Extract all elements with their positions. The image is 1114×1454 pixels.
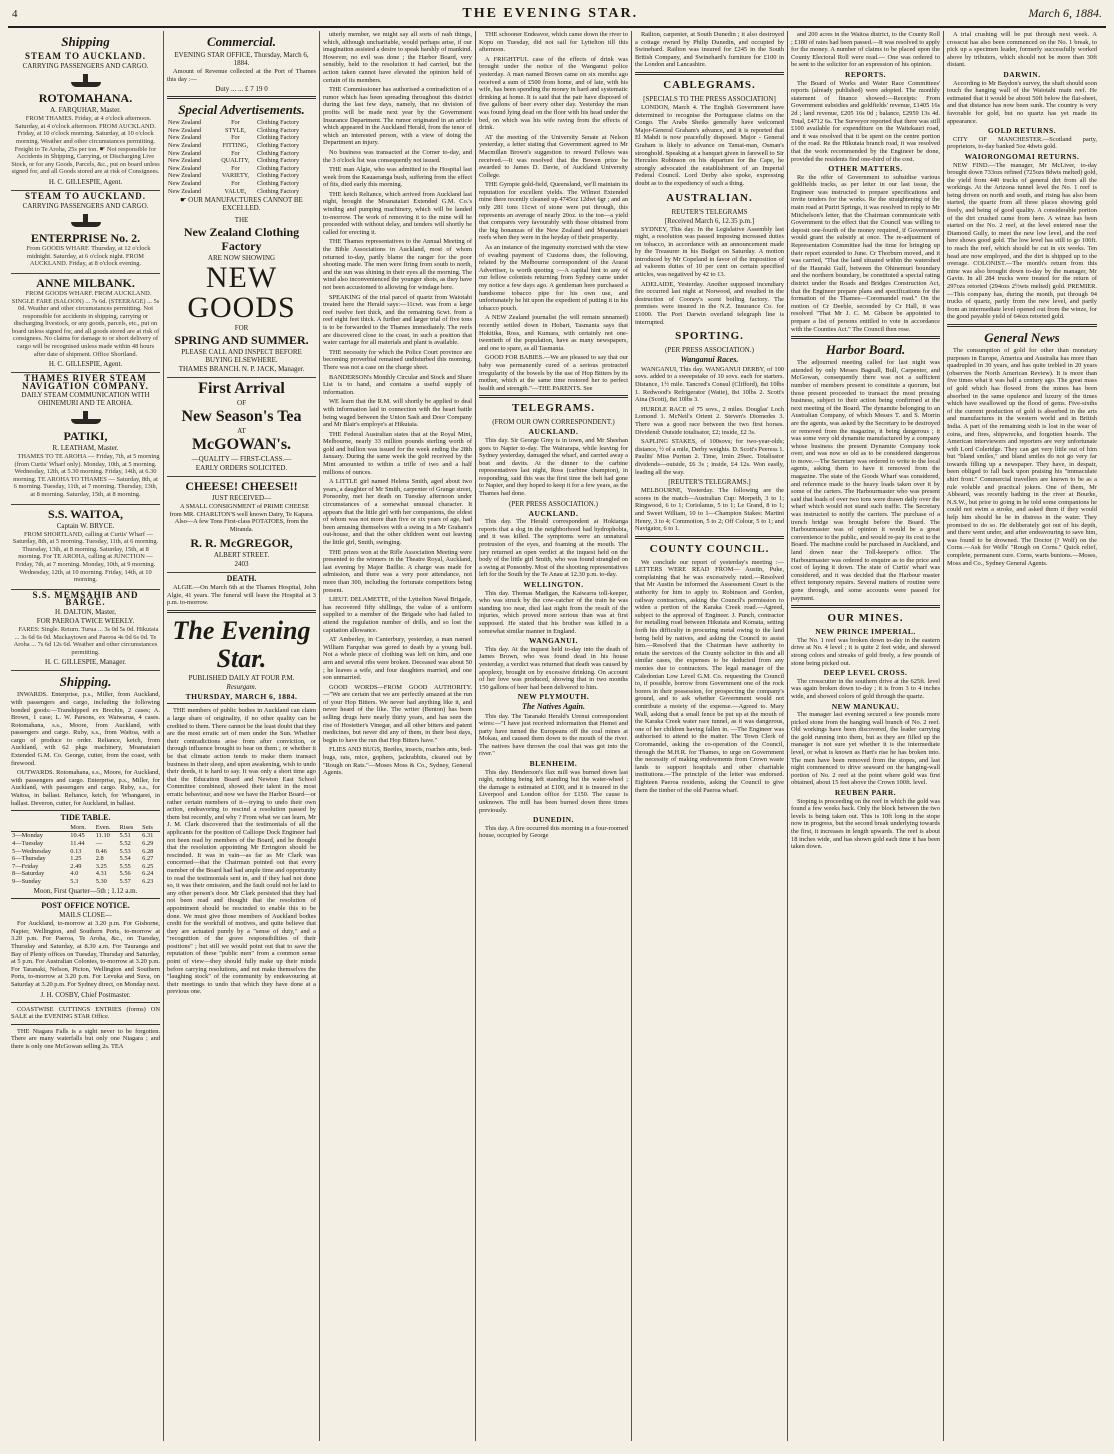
press-assoc: (PER PRESS ASSOCIATION.) [509, 499, 598, 508]
duty-line: Duty ... ... £ 7 19 0 [215, 85, 268, 94]
telegrams-heading: TELEGRAMS. [511, 402, 596, 415]
orders-line: EARLY ORDERS SOLICITED. [195, 464, 288, 473]
newspaper-page [8, 6, 1106, 1442]
clothing-factory-cell: FITTING, [222, 141, 249, 149]
paragraph: SPEAKING of the trial parcel of quartz from Waiotahi treated here the Herald says:—11cwt. was from a large reef twelve feet thick, and the remaining 6cwt. from a reef eight feet thick. A further and larger trial of five tons is to be forwarded to the Thames immediately. The reefs are discovered close to the coast, in such a position that water carriage for all materials and plant is available. [323, 293, 472, 347]
ship-master: R. LEATHAM, Master. [52, 444, 119, 453]
divider [791, 605, 940, 608]
clothing-factory-row [167, 172, 316, 180]
tea-title: New Season's Tea [181, 408, 302, 426]
divider [479, 395, 628, 398]
dateline: DUNEDIN. [533, 815, 574, 825]
paragraph: GOOD WORDS—FROM GOOD AUTHORITY.—"We are certain that we are perfectly amazed at the run of your Hop Bitters. We never had anything like it, and never heard of the like. The writer (Benton) has been selling drugs here nearly thirty years, and has seen the rise of Hostetter's Vinegar, and all other bitters and patent medicines, but never did any of them, in their best days, begin to have the run that Hop Bitters have." [323, 683, 472, 744]
ad-body: FROM SHORTLAND, calling at Curtis' Wharf — Saturday, 8th, at 5 morning. Tuesday, 11th, at 6 morning. Thursday, 13th, at 8 morning. Saturday, 15th, at 8 morning. For TE AROHA, calling at JUNCTION — Friday, 7th, at 7 morning. Monday, 10th, at 9 morning. Wednesday, 12th, at 10 morning. Friday, 14th, at 10 morning. [12, 530, 159, 584]
other-matters-heading: OTHER MATTERS. [828, 164, 903, 174]
races-heading: Wanganui Races. [680, 355, 739, 365]
clothing-factory-row [167, 157, 316, 165]
mine-heading: REUBEN PARR. [834, 788, 897, 798]
clothing-factory-cell: New Zealand [168, 164, 202, 172]
ad-body: THAMES TO TE AROHA — Friday, 7th, at 5 morning (from Curtis' Wharf only). Monday, 10th, at 5 morning. Wednesday, 12th, at 5.30 morning. Friday, 14th, at 6.30 morning. TE AROHA TO THAMES — Saturday, 8th, at 6 morning. Tuesday, 11th, at 7 morning. Thursday, 13th, at 8 morning. Saturday, 15th, at 8 morning. [13, 453, 160, 498]
clothing-factory-cell: STYLE, [225, 126, 246, 134]
tide-cell: 6—Thursday [12, 855, 46, 863]
paragraph: A LITTLE girl named Helena Smith, aged about two years, a daughter of Mr Smith, carpenter of Grange street, Ponsonby, met her death on Tuesday afternoon under circumstances of a somewhat unusual character. It appears that the little girl with her companions, the eldest of whom was not more than five or six years of age, had been amusing themselves with a swing in a Mr Graham's out-house, and that the other children went out leaving the little girl, Smith, swinging. [323, 478, 472, 546]
tide-cell: 11.44 [70, 840, 85, 847]
tide-row [11, 870, 160, 878]
clothing-factory-cell: Clothing Factory [256, 179, 300, 187]
newspaper-title: THE EVENING STAR. [462, 6, 639, 21]
paragraph: THE prizes won at the Rifle Association Meeting were presented to the winners in the Theatre Royal, Auckland, last evening by Major Baillie. A charge was made for admission, and there was a very poor attendance, not more than 300, including the fortunate competitors being present. [323, 548, 472, 594]
divider [11, 810, 160, 811]
paragraph: The Board of Works and Water Race Committees' reports (already published) were adopted. The monthly statement of finance showed:—Receipts: From Government subsidies and goldfields' revenue, £1405 16s 2d ; land revenue, £205 16s 0d ; balance, £2959 13s 4d. Total, £4712 6s. The Surveyor reported that there was still £100 available for expenditure on the Waitekauri road, and it was resolved that it be spent on the centre portion of the road. Re the Hikutaia branch road, it was resolved that the work recommended by the Engineer be done, provided the residents find one-third of the cost. [791, 79, 940, 163]
divider [11, 898, 160, 899]
tide-cell: 1.25 [70, 855, 82, 863]
tide-cell: 5.55 [119, 862, 131, 870]
fares: FARES: Single. Return. Turua ... 3s 0d 5s 0d. Hikutaia ... 3s 6d 6s 0d. Mackaytown and Paeroa 4s 0d 6s 0d. Te Aroha ... 7s 6d 12s 6d. Weather and other circumstances permitting. [13, 625, 159, 656]
tide-cell: 5.56 [119, 870, 131, 878]
tide-cell: 5—Wednesday [12, 847, 51, 855]
ad-sub: JUST RECEIVED— [211, 494, 272, 503]
ad-body: A SMALL CONSIGNMENT of PRIME CHEESE from MR. CHARLTON'S well known Dairy, Te Kapara. Also—A few Tons First-class POTATOES, from the Miranda. [169, 503, 314, 533]
ad-body: FROM GOODS WHARF. FROM AUCKLAND. SINGLE FARE (SALOON) ... 7s 6d. (STEERAGE) ... 5s 0d. Weather and other circumstances permitting. Not responsible for accidents in shipping, carrying or discharging livestock, or any goods, parcels, etc., put on board unless signed for, and all goods stored are at risk of consignees. No claims for damage to or short delivery of cargo will be recognised unless made within 48 hours after date of shipment. Office Shortland. [11, 289, 160, 358]
ad-sub: CARRYING PASSENGERS AND CARGO. [22, 201, 149, 210]
steamship-icon [69, 213, 103, 227]
clothing-factory-cell: New Zealand [168, 149, 202, 157]
masthead [8, 6, 1106, 28]
commercial-heading: Commercial. [207, 34, 276, 49]
divider [947, 324, 1097, 327]
harbor-board-heading: Harbor Board. [825, 342, 906, 358]
masthead-date: THURSDAY, MARCH 6, 1884. [185, 691, 298, 701]
tide-header-cell: Sets [141, 824, 160, 832]
mine-report: Stoping is proceeding on the reef in which the gold was found a few weeks back. Only the block between the two levels is being taken out. This is 10ft long in the stope now in progress, but the second break underlying towards the first, it increases in length upwards. The reef is about 18 inches wide, and has shown gold each time it has been taken down. [791, 797, 940, 851]
telegrams-sub: (FROM OUR OWN CORRESPONDENT.) [492, 418, 615, 427]
ad-rotomahana [11, 51, 160, 191]
office-line: EVENING STAR OFFICE, Thursday, March 6, 1884. [174, 51, 309, 67]
tide-cell: 5.52 [119, 840, 131, 847]
clothing-factory-cell: VARIETY, [221, 172, 249, 180]
ship-name: ANNE MILBANK. [36, 275, 135, 290]
paragraph: As an instance of the ingenuity exercised with the view of evading payment of Customs dues, the following, related by the Melbourne correspondent of the Ararat Advertiser, is worth quoting :—A capital hint to any of our fellow colonists returning from Sydney came under my notice a few days ago. A gentleman here purchased a handsome tobacco pipe for his own use, and unfortunately he hit upon the expedient of putting it in his tobacco pouch. [479, 244, 628, 312]
paragraph: AT the meeting of the University Senate at Nelson yesterday, a letter stating that Government agreed to Mr Macmillan Brown's suggestion to reward Fellows was received.—It was resolved that the Bowen prize be awarded to James D. Davie, of Auckland University College. [479, 133, 628, 179]
waiorongomai-heading: WAIORONGOMAI RETURNS. [964, 151, 1080, 161]
mine-report: The No. 1 reef was broken down to-day in the eastern drive at No. 4 level ; it is quite 2 feet wide, and showed strong colors and streaks of gold freely, a few pounds of stone being picked out. [791, 636, 940, 667]
clothing-factory-cell: New Zealand [168, 141, 202, 149]
paragraph: AT Amberley, in Canterbury, yesterday, a man named William Farquhar was gored to death by a young bull. Not a whole piece of clothing was left on him, and one arm and several ribs were broken. Deceased was about 50 ; he leaves a wife, and four daughters married, and one son unmarried. [323, 636, 472, 682]
branch-line: THAMES BRANCH. N. P. JACK, Manager. [178, 365, 305, 374]
tide-cell: 6.29 [142, 840, 154, 847]
tide-table [11, 824, 160, 886]
revenue-line: Amount of Revenue collected at the Port of Thames this day :— [167, 68, 316, 83]
sporting-sub: (PER PRESS ASSOCIATION.) [665, 346, 754, 355]
tide-cell: 6.31 [142, 832, 154, 840]
leader-article: THE members of public bodies in Auckland can claim a large share of originality, if no other quality can be credited to them. There cannot be the least doubt that they are the most erratic set of men under the Sun. Whether their contradictions arise from after conviction, or through influence brought to bear on them ; or whether it be that climate action tends to make them transact business in their sleep, and upon awakening, wish to undo their deeds, it is hard to say. It was only a short time ago that the Education Board and Newton East School Committee combined, showed their talent in the most erratic behaviour, and now we have the Harbor Board—or rather certain members of it—trying to undo their own action, endeavoring to rescind a resolution passed by them but recently, and why ? From what we can learn, Mr J. M. Clark discovered that the testimonials of all the applicants for the position of Calliope Dock Engineer had not been read by members of the Board, and he thought that the resolution appointing Mr Errington should be rescinded. It was in vain—as far as Mr Clark was concerned—that the Chairman pointed out that every member of the Board had had ample time and opportunity to read the testimonials sent in, and if they had not done so, it was their omission, and the fault could not be laid to any other person's door. Mr Clark persisted that they had not been read and thought that the resolution of appointment should be rescinded to enable this to be done. We must give those members of Auckland bodies credit for the workfull of motives, and quite believe that they are actuated purely by a "sense of duty," and a "recognition of the grave responsibilities of their positions" ; but still we would point out that to save the reputation of these "public men" from a common sense point of view—they should fully make up their minds before carrying resolutions, and not make themselves the "laughing stock" of the community by endeavouring at their meetings to undo that which they have done at a previous one. [167, 707, 316, 996]
tide-cell: 7—Friday [12, 862, 39, 870]
tide-cell: 6.25 [142, 862, 154, 870]
ad-title: CHEESE! CHEESE!! [185, 479, 298, 494]
waiorongomai-returns: NEW FIND.—The manager, Mr McLiver, to-day brought down 733ozs refined (725ozs 8dwts melted) gold, the yield from 440 trucks of general dirt from all the workings. At the Arizona tunnel level the No. 1 reef is being driven on north and south, and rising has also been started, the quartz from all three places showing gold freely, and being of good quality. A considerable portion of the dirt crushed came from here. A winze has been started on the No. 2 reef, at the level entered near the Diamond Gully, to meet the new low level, and the reef here shows good gold. The low level has still to go 100ft. to reach the reef, which should be cut in six weeks. Ten head are now employed, and the dirt is shipped up to the overage. COLONIST.—The month's return from this mine was also brought down to-day by the manager, Mr Gavin. In all 284 trucks were treated for the return of 297ozs retorted (294ozs 2½wts melted) gold. PREMIER.—This company has, during the month, put through 94 trucks of quartz, partly from the new level, and partly from an intermediate level opened out from the winze, for the good payable yield of 64ozs retorted gold. [947, 161, 1097, 321]
merchant-name: R. R. McGREGOR, [190, 535, 293, 550]
steamship-icon [69, 73, 103, 87]
tide-row [11, 863, 160, 871]
mine-heading: DARWIN. [1003, 69, 1041, 79]
clothing-factory-cell: Clothing Factory [256, 157, 300, 165]
dateline: AUCKLAND. [528, 427, 579, 437]
ad-at: AT [237, 427, 246, 436]
clothing-factory-cell: New Zealand [168, 119, 202, 127]
divider [11, 1024, 160, 1025]
tide-row [11, 848, 160, 856]
ad-thames-river [11, 373, 160, 504]
tide-cell: 2.49 [70, 862, 82, 870]
tide-cell: 9—Sunday [12, 877, 41, 885]
ad-title: New Zealand Clothing Factory [183, 225, 300, 254]
clothing-factory-cell: Clothing Factory [256, 141, 300, 149]
paragraph: BANDERSON's Monthly Circular and Stock and Share List is to hand, and contains a useful supply of information. [323, 373, 472, 396]
mine-heading: NEW MANUKAU. [831, 701, 900, 711]
paragraph: LIEUT. DELAMETTE, of the Lyttelton Naval Brigade, has recovered fifty shillings, the value of a uniform supplied to a member of the Brigade who had failed to attend the regulation number of drills, and so lost the capitation allowance. [323, 596, 472, 634]
general-news-heading: General News [984, 329, 1060, 345]
reports-heading: REPORTS. [844, 69, 887, 79]
tide-table-title: TIDE TABLE. [60, 813, 111, 823]
cheese-ad [167, 477, 316, 572]
ad-sub: FOR PAEROA TWICE WEEKLY. [36, 616, 135, 625]
tide-cell: 5.3 [70, 877, 79, 885]
tide-cell: 5.51 [119, 832, 131, 840]
tide-cell: 5.30 [95, 877, 107, 885]
race-result: SAPLING STAKES, of 100sovs; for two-year-olds; distance, ½ of a mile, Derby weights. D. Scott's Peeress 1. Paulits' Miss Puritan 2. Time, 1min 29sec. Totalisator dividends—outside, £6 3s ; inside, £4 12s. Won easily, leading all the way. [635, 438, 784, 476]
tide-cell: 6.24 [142, 870, 154, 878]
coastwise-notice: COASTWISE CUTTINGS ENTRIES (forms) ON SALE at the EVENING STAR Office. [11, 1005, 160, 1021]
clothing-factory-cell: For [231, 119, 240, 127]
dateline: AUCKLAND. [528, 508, 579, 518]
our-mines-heading: OUR MINES. [827, 612, 904, 625]
ad-title: STEAM TO AUCKLAND. [25, 190, 146, 201]
merchant-name: McGOWAN's. [191, 436, 292, 454]
evening-star-masthead [167, 617, 316, 701]
clothing-factory-table [167, 119, 316, 195]
clothing-factory-cell: For [231, 164, 240, 172]
ad-title: STEAM TO AUCKLAND. [25, 51, 146, 61]
ad-agent: H. C. GILLESPIE, Agent. [48, 177, 123, 186]
tide-header-cell: Even. [95, 824, 119, 832]
niagara-ad: THE Niagara Falls is a sight never to be forgotten. There are many waterfalls but only one Niagara ; and there is only one McGowan selling 2s. TEA [11, 1027, 160, 1050]
paragraph: utterly member, we might say all sorts of rash things, which, although uncharitable, would perhaps arise, if our imagination assisted a desire to speak harshly of mankind. However, no evil was done ; the Harbor Board, very sensibly, held to the resolution it had carried, but the action taken cannot have elevated the opinion held of certain of its members. [323, 31, 472, 84]
paragraph: A trial crushing will be put through next week. A crosscut has also been commenced on the No. 1 break, to pick up a specimen leader, formerly successfully worked above by tributers, which should not be more than 30ft distant. [947, 31, 1097, 69]
column-5 [632, 31, 788, 1441]
paragraph: THE Federal Australian states that at the Royal Mint, Melbourne, nearly 33 million pounds sterling worth of gold and bullion was issued for the week ending the 28th January. During the same week the gold received by the Mint amounted to within a trifle of two and a half millions of ounces. [323, 430, 472, 476]
ad-the: THE [234, 216, 249, 225]
paragraph: No business was transacted at the Corner to-day, and the 3 o'clock list was consequently not issued. [323, 148, 472, 164]
ad-of: OF [237, 399, 246, 408]
dateline: NEW PLYMOUTH. [517, 692, 590, 702]
ad-ref: 2403 [234, 559, 249, 568]
paragraph: THE ketch Reliance, which arrived from Auckland last night, brought the Moanataiari Extended G.M. Co.'s winding and pumping machinery, which will be landed to-morrow. The work of removing it to the mine will be proceeded with without delay, and tenders will shortly be called for erecting it. [323, 190, 472, 236]
telegram: This day. Henderson's flax mill was burned down last night, nothing being left standing but the water-wheel ; the damage is estimated at £100, and it is insured in the Liverpool and London office for £150. The cause is unknown. The mill has been burned down three times previously. [479, 768, 628, 814]
tide-cell: 4.31 [95, 870, 107, 878]
tide-cell: 6.23 [142, 877, 154, 885]
inwards: INWARDS. Enterprise, p.s., Miller, from Auckland, with passengers and cargo, including the following bonded goods:—Transhipped ex Brechin, 2 cases; A. Brown, 1 case; L. W. Parsons, ex Waiwarua, 4 cases. Rotomahana, s.s., Moore, from Auckland, with passengers and cargo. Ruby, s.s., from Waitoa, with a cargo of produce to order. Reliance, ketch, from Auckland, with 62 pkgs machinery, Moanataiari Extended G.M. Co. George, cutter, from the coast, with firewood. [11, 691, 160, 767]
county-council-heading: COUNTY COUNCIL. [649, 542, 770, 555]
tide-cell: 5.53 [119, 847, 131, 855]
clothing-factory-row [167, 150, 316, 158]
clothing-factory-cell: New Zealand [168, 172, 202, 180]
column-3 [320, 31, 476, 1441]
shipping-heading: Shipping [61, 34, 110, 49]
paragraph: A NEW Zealand journalist (he will remain unnamed) recently settled down in Hobart, Tasmania says that Hokitika, Ross, and Kumara, with certainly not one-twentieth of the population, have as many newspapers, and one to spare, as all Tasmania. [479, 314, 628, 352]
clothing-factory-row [167, 165, 316, 173]
telegram: This day. The Taranaki Herald's Urenui correspondent wires:—"I have just received information that Hemei and party have turned the Europeans off the coal mines at Mokau, and caused them down to the mouth of the river. The natives have thrown the coal that was got into the river." [479, 712, 628, 758]
tide-cell: 6.28 [142, 847, 154, 855]
clothing-factory-cell: New Zealand [168, 157, 202, 165]
divider [167, 96, 316, 99]
gold-returns-heading: GOLD RETURNS. [987, 126, 1057, 136]
ad-agent: H. C. GILLESPIE, Manager. [44, 658, 127, 667]
clothing-factory-cell: New Zealand [168, 179, 202, 187]
manufactures-note: ☛ OUR MANUFACTURES CANNOT BE EXCELLED. [180, 196, 303, 213]
paragraph: Re the offer of Government to subsidise various goldfields tracks, as per letter in our last issue, the Engineer was instructed to prepare specifications and invite tenders for the works. Re the straightening of the main road at Puriri Springs, it was resolved in reply to Mr Mitchelson's letter, that the Chairman communicate with Government to the effect that the Council was willing to deposit one-fourth of the money required, if Government would grant the subsidy at once. The re-adjustment of Representation Committee had the time for bringing up their report extended to June. Cr Thorburn moved, and it was carried, "That the land situated within the watershed of the Hauraki Gulf, between the Ohinemuri boundary and the northern boundary, be constituted a special rating district under the Roads and Bridges Construction Act, that the Engineer prepare plans and specifications for the formation of the Thames—Coromandel road." On the motion of Cr Deeble, seconded by Cr Hall, it was resolved "That Mr J. C. M. Gibson be appointed to prepare a list of persons entitled to vote in accordance with the Counties Act." The Council then rose. [791, 173, 940, 333]
race-result: WANGANUI, This day. WANGANUI DERBY, of 100 sovs. added to a sweepstake of 10 sovs. each for starters. Distance, 1½ mile. Tancred's Consul (Clifford), 8st 10lbs 1. Redwood's Refrigerator (Waite), 8st 10lbs 2. Scott's Aina (Scott), 8st 10lbs 3. [635, 365, 784, 404]
masthead-motto: Resurgam. [226, 682, 257, 691]
tide-cell: 0.13 [70, 847, 82, 855]
telegram: This day. The Herald correspondent at Hokianga reports that a dog in the neighborhood had hydrophobia, and it was killed. The symptoms were an unnatural protrusion of the eyes, and foaming at the mouth. The jury returned an open verdict at the inquest held on the body of the little girl Smith, who was found strangled on a swing at Ponsonby. Most of the shooting representatives left for the South by the Te Anau at 12.30 p.m. to-day. [479, 518, 628, 579]
general-news: The consumption of gold for other than monetary purposes in Europe, America and Australia has more than quadrupled in 30 years, and has quite trebled in 20 years (observes the North American Review). It is more than five times what it was half a century ago. The great mass of gold which has flowed from the mines has been absorbed in the same opulence and luxury of the times which have swallowed up the flood of gems. Five-sixths of the current production of gold is absorbed in the arts and manufactures in the western world and in British India. A part of the remaining sixth is lost in the wear of coins, and fires, shipwrecks, and forgotten hoards. The American interviewers and reporters are very unfortunate with Lord Coleridge. They can get very little out of him but "bland smiles," and bland smiles do not go very far towards filling up a newspaper. They have, in despair, been obliged to fall back upon praising his "immaculate shirt front." Commercial travellers are known to be as a rule voluble and practical jokers. One of them, Mr Abbeard, was recently bathing in the river at Bourke, N.S.W., but prior to going in he told some companions he could not swim a stroke, and asked them if they would help him should he be in distress in the water. They promised to do so. He deliberately got out of his depth, and there went under, and after endeavouring to save him, was found to be drowned. The Doctor (? Wolf) on the Corns.—Ask for Wells' "Rough on Corns." Quick relief, complete, permanent cure. Corns, warts bunions.—Moses, Moss and Co., Sydney General Agents. [947, 346, 1097, 567]
ship-master: Captain W. BRYCE. [56, 521, 115, 530]
ad-note: PLEASE CALL AND INSPECT BEFORE BUYING ELSEWHERE. [181, 348, 302, 365]
special-ads-heading: Special Advertisements. [178, 102, 305, 118]
mine-report: The manager last evening secured a few pounds more picked stone from the hanging wall branch of No. 2 reef. Old workings have been discovered, the leader carrying the gold running into them, but as they are filled up the manager is not sure yet whether it is the intermediate level, or what is known as Hart's rise he has broken into. The men have been removed from the stopes, and last night commenced to drive seaward on the hanging-wall portion of No. 2 reef at the point where gold was first obtained, about 15 feet above the Crown 100ft. level. [791, 711, 940, 787]
merchant-address: ALBERT STREET. [213, 550, 270, 559]
clothing-factory-cell: VALUE, [224, 187, 247, 195]
tide-row [11, 832, 160, 840]
steamship-icon [69, 410, 103, 424]
column-2 [164, 31, 320, 1441]
dateline: WELLINGTON. [523, 580, 584, 589]
post-office-sig: J. H. COSBY, Chief Postmaster. [40, 990, 131, 999]
divider [167, 703, 316, 704]
australian-item: SYDNEY, This day. In the Legislative Assembly last night, a resolution was passed imposing increased duties on tobacco, in accordance with an announcement made by the Treasurer in his Budget on Saturday. A motion introduced by Mr Copeland in favor of the imposition of ad valorem duties of 10 per cent on certain specified articles, was negatived by 42 to 13. [635, 225, 784, 279]
clothing-factory-row [167, 180, 316, 188]
clothing-factory-cell: Clothing Factory [256, 149, 300, 157]
masthead-title: The Evening Star. [172, 615, 311, 673]
clothing-factory-cell: For [231, 179, 240, 187]
tide-header-cell: Morn. [69, 824, 94, 832]
tide-cell: 4—Tuesday [12, 840, 44, 847]
ad-title: First Arrival [198, 380, 285, 398]
ad-title: S.S. MEMSAHIB AND BARGE. [32, 589, 139, 608]
divider [167, 610, 316, 613]
post-office-body: For Auckland, to-morrow at 3.20 p.m. For Gisborne, Napier, Wellington, and Southern Ports, to-morrow at 3.20 p.m. For Paeroa, Te Aroha, &c., on Tuesday, Thursday and Saturday, at 8.30 a.m. For Tauranga and Bay of Plenty offices on Tuesday, Thursday and Saturday, at 5 p.m. For Australian Colonies, to-morrow at 3.20 p.m. For Taranaki, Nelson, Picton, Wellington and Southern Ports, to-morrow at 3.20 p.m. For Levuka and Suva, on Saturday at 3.20 p.m. For Sydney direct, on Monday next. [11, 920, 160, 988]
paragraph: THE man Algie, who was admitted to the Hospital last week from the Kauaeranga bush, suffering from the effect of fits, died early this morning. [323, 166, 472, 189]
tide-cell: 11.10 [95, 832, 110, 840]
post-office-sub: MAILS CLOSE— [59, 911, 112, 920]
ship-master: A. FARQUHAR, Master. [50, 106, 121, 115]
telegram: This day. A fire occurred this morning in a four-roomed house, occupied by George [479, 824, 628, 840]
tide-header-cell: Rises [119, 824, 142, 832]
ship-name: S.S. WAITOA, [48, 506, 123, 521]
clothing-factory-cell: QUALITY, [221, 157, 250, 165]
clothing-factory-cell: For [231, 134, 240, 142]
page-number: 4 [12, 8, 18, 20]
paragraph: WE learn that the R.M. will shortly be applied to deal with information laid in connection with the heart battle being waged between the Union Sash and Door Company and Mr Blair's employe's at Hikutaia. [323, 398, 472, 429]
clothing-factory-cell: New Zealand [168, 126, 202, 134]
moon-phase: Moon, First Quarter—5th ; 1.12 a.m. [33, 886, 138, 895]
divider [635, 72, 784, 75]
clothing-factory-cell: New Zealand [168, 134, 202, 142]
ship-name: ROTOMAHANA. [38, 91, 133, 106]
paragraph: THE Gympie gold-field, Queensland, we'll maintain its reputation for excellent yields. The Wilmot Extended mine there recently cleaned up 4745oz 12dwt 6gr ; and an only 281 tons 11cwt of stone were put through, this represents an average of nearly 20oz. to the ton—a yield that compares very favourably with those obtained from the big bonanzas of the New Zealand and Moanataiari reefs when they were in the heyday of their prosperity. [479, 181, 628, 242]
paragraph: THE Thames representatives to the Annual Meeting of the Bible Associations in Auckland, most of whom returned to-day, partly blame the ranger for the poor shooting made. The men were firing from south to north, and the sun was shining in their eyes all the morning. The wind also inconvenienced the younger shots, as they have not been accustomed to allowing for windage here. [323, 238, 472, 291]
tide-row [11, 878, 160, 886]
clothing-factory-row [167, 142, 316, 150]
tide-cell: 5.54 [119, 855, 131, 863]
death-heading: DEATH. [226, 573, 257, 583]
divider [791, 336, 940, 339]
cablegrams-sub: [SPECIALS TO THE PRESS ASSOCIATION] [643, 94, 776, 103]
ad-waitoa [11, 505, 160, 590]
ad-body: FROM THAMES. Friday, at 4 o'clock afternoon. Saturday, at 4 o'clock afternoon. FROM AUCKLAND. Friday, at 10 o'clock morning. Saturday, at 10 o'clock morning. Weather and other circumstances permitting. Freight to Te Aroha, 25s per ton. ☛ Not responsible for Accidents in Shipping, Carrying, or Discharging Live Stock, or for any Goods, Parcels, &c., put on board unless signed for, and all Goods stored are at risk of Consignees. [11, 115, 160, 176]
clothing-factory-row [167, 188, 316, 196]
tide-cell: 10.45 [70, 832, 85, 840]
paragraph: Railton, carpenter, at South Dunedin ; it also destroyed a cottage owned by Philip Dunedin, and occupied by Swinehard. Railton was insured for £245 in the South British Company, and Swinehard's furniture for £100 in the London and Lancashire. [635, 31, 784, 69]
ship-name: ENTERPRISE No. 2. [30, 231, 141, 246]
australian-item: ADELAIDE, Yesterday. Another supposed incendiary fire occurred last night at Norwood, and resulted in the destruction of Cooney's scent boiling factory. The premises were insured in the N.Z. Insurance Co. for £1000. The Port Darwin overland telegraph line is interrupted. [635, 280, 784, 326]
tide-header-cell [11, 824, 69, 832]
tide-cell: 0.46 [95, 847, 107, 855]
ship-name: PATIKI, [63, 429, 108, 444]
column-4 [476, 31, 632, 1441]
post-office-title: POST OFFICE NOTICE. [41, 900, 130, 910]
telegram: This day. Sir George Grey is in town, and Mr Sheehan goes to Napier to-day. The Wairarapa, while leaving for Sydney yesterday, damaged the wharf, and carried away a boat and davits. At the dinner to the carbine representatives last night, Ross (carbine champion), in responding, said this was the first time the belt had gone to Napier, and they hoped to keep it for a few years, as the Thames had done. [479, 436, 628, 498]
ad-sub: ARE NOW SHOWING [207, 254, 276, 263]
issue-date: March 6, 1884. [1028, 6, 1102, 20]
season-line: SPRING AND SUMMER. [174, 333, 309, 348]
tide-cell: 5.57 [119, 877, 131, 885]
tide-cell: 3.25 [95, 862, 107, 870]
telegram: This day. At the inquest held to-day into the death of James Brown, who was found dead in his house yesterday, a verdict was returned that death was caused by apoplexy, brought on by excessive drinking. On account of her love was produced, showing that in two months 150 gallons of beer had been delivered to him. [479, 645, 628, 691]
tide-cell: 8—Saturday [12, 870, 45, 878]
paragraph: GOOD FOR BABIES.—We are pleased to say that our baby was permanently cured of a serious protracted irregularity of the bowels by the use of Hop Bitters by its mother, which at the same time restored her to perfect health and strength."—THE PARENTS. See [479, 354, 628, 392]
ad-enterprise [11, 191, 160, 274]
ad-memsahib [11, 590, 160, 672]
melbourne-betting: MELBOURNE, Yesterday. The following are the scores in the match—Australian Cup: Morpeth, 3 to 1; Ringwood, 6 to 1; Coriolanus, 5 to 1; Le Grand, 8 to 1; and Sweet William, 10 to 1—Champion Stakes: Martini Henry, 3 to 4; Commotion, 5 to 2; Off Colour, 5 to 1; and Navigator, 6 to 1. [635, 487, 784, 533]
telegram: This day. Thomas Madigan, the Kaiwarra toll-keeper, who was struck by the cow-catcher of the train he was standing too near, died last night from the result of the injuries, which proved more serious than was at first supposed. He stated that his brother was killed in a somewhat similar manner in England. [479, 589, 628, 635]
tide-cell: 4.0 [70, 870, 79, 878]
ship-master: H. DALTON, Master, [55, 607, 116, 616]
race-result: HURDLE RACE of 75 sovs., 2 miles. Douglas' Loch Lomond 1. McNeil's Orient 2. Steven's Diomedes 3. There was a good race between the two first horses. Dividend: Outside totalisator, £2; inside, £2 3s. [635, 405, 784, 436]
column-1 [8, 31, 164, 1441]
mine-report: The crosscutter in the southern drive at the 625ft. level was again broken down to-day ; it is from 3 to 4 inches wide, and showed colors of gold through the quartz. [791, 677, 940, 700]
nz-clothing-ad [167, 213, 316, 378]
dateline: BLENHEIM. [529, 759, 578, 769]
clothing-factory-cell: Clothing Factory [256, 119, 300, 127]
shipping-news-heading: Shipping. [59, 674, 112, 690]
mine-heading: DEEP LEVEL CROSS. [823, 668, 908, 678]
clothing-factory-cell: Clothing Factory [256, 187, 300, 195]
tea-ad [167, 378, 316, 477]
paragraph: THE Commissioner has authorised a contradiction of a rumor which has been spreading throughout this district during the last few days, namely, that no division of profits will be made next year by the Government Insurance Department. The rumor originated in an article which appeared in the Auckland Herald, from the tenor of which an interested person, with a view of doing the Department an injury. [323, 86, 472, 147]
paragraph: THE schooner Endeavor, which came down the river to Kopu on Tuesday, did not sail for Lyttelton till this afternoon. [479, 31, 628, 54]
ad-for: FOR [234, 324, 249, 333]
reuter-line: [REUTER'S TELEGRAMS.] [668, 478, 751, 487]
tide-cell: — [95, 840, 103, 847]
tide-row [11, 855, 160, 863]
ad-sub: DAILY STEAM COMMUNICATION WITH OHINEMURI AND TE AROHA. [21, 391, 150, 408]
clothing-factory-cell: For [231, 149, 240, 157]
cablegram: LONDON, March 4. The English Government have determined to recognise the Portuguese claims on the Congo. The Arabs Sheiks generally have welcomed Major-General Graham's advance, and it is reported that El Mahdi is now peacefully disposed. Major - General Graham is likely to advance on Tamai-man, Osman's stronghold. Speaking at a banquet given in farewell to Sir Hercules Robinson on his departure for the Cape, he strongly advocated the establishment of an Imperial Federal Council. Lord Derby also spoke, expressing doubt as to the expediency of such a thing. [635, 103, 784, 187]
clothing-factory-cell: New Zealand [168, 187, 202, 195]
dateline: WANGANUI. [529, 636, 578, 646]
sporting-heading: SPORTING. [675, 330, 744, 343]
gold-returns: CITY OF MANCHESTER.—Scotland party, proprietors, to-day banked 5oz 4dwts gold. [947, 135, 1097, 151]
cablegrams-heading: CABLEGRAMS. [663, 78, 756, 91]
ad-anne-milbank [11, 274, 160, 373]
divider [635, 536, 784, 539]
mine-report: According to Mr Baydon's survey, the shaft should soon touch the hanging wall of the Waiotahi main reef. He estimated that it would be about 50ft below the flat-sheet, and that distance has now been sunk. The country is very favorable for gold, but no quartz has yet made its appearance. [947, 79, 1097, 125]
clothing-factory-cell: Clothing Factory [256, 126, 300, 134]
received-line: [Received March 6, 12.35 p.m.] [664, 216, 755, 225]
telegram-headline: The Natives Again. [521, 701, 586, 711]
mine-heading: NEW PRINCE IMPERIAL. [815, 627, 916, 637]
harbor-board-report: The adjourned meeting called for last night was attended by only Messrs Bagnall, Bull, Carpenter, and McGowan, consequently there was not a sufficient number of members present to constitute a quorum, but those present proceeded to transact the most pressing business, subject to their action being confirmed at the next meeting of the Board. The dynamite belonging to an Australian Company, of which Messrs T. and S. Morrin are the agents, was asked by the Secretary to be destroyed or removed from the magazine, it being dangerous ; it was some very old dynamite manufactured by a company whose business the present Dynamite Company took over, and was now so old as to be considered dangerous to move.—The Secretary was ordered to write to the local agents, asking them to have it removed from the magazine. The state of the Goods Wharf was considered, and reference made to the heavy loads taken over it by some of the carters. The Harbourmaster who was present said that loads of over two tons were drawn daily over the wharf which would not stand such traffic. The Secretary was instructed to notify the carriers. The purchase of a trench bridge was brought before the Board. The Harbourmaster was of opinion it would be a great convenience to the public, and would re-pay its cost to the Board. The machine could be purchased in Auckland, and land down near the Toll-keeper's office. The Harbourmaster was ordered to enquire as to the price and cost of laying it down. The state of Curtis' wharf was considered, and it was decided that the Harbour master effect temporary repairs. Several matters of routine were gone through, and some accounts were passed for payment. [791, 359, 940, 602]
clothing-factory-row [167, 134, 316, 142]
ad-title: THAMES RIVER STEAM NAVIGATION COMPANY. [22, 373, 149, 391]
paragraph: A FRIGHTFUL case of the effects of drink was brought under the notice of the Wanganui police yesterday. A man named Brown came on six months ago received a sum of £500 from home, and of late, with his wife, has been spending the money in hard and systematic drinking at home. It is said that the pair have disposed of five gallons of beer every other day. Yesterday the man was found lying dead on the floor with his head under the bed, on which was his wife raving from the effects of drink. [479, 55, 628, 132]
outwards: OUTWARDS. Rotomahana, s.s., Moore, for Auckland, with passengers and cargo. Enterprise, p.s., Miller, for Auckland, with passengers and cargo. Ruby, s.s., for Waitoa, in ballast. Reliance, ketch, for Whangarei, in ballast. Deveron, cutter, for Auckland, in ballast. [11, 769, 160, 807]
column-6 [788, 31, 944, 1441]
divider [11, 1002, 160, 1003]
australian-heading: AUSTRALIAN. [666, 191, 753, 204]
masthead-sub: PUBLISHED DAILY AT FOUR P.M. [188, 673, 295, 682]
new-goods-headline: NEW GOODS [187, 261, 296, 325]
clothing-factory-cell: Clothing Factory [256, 164, 300, 172]
clothing-factory-row [167, 119, 316, 127]
clothing-factory-row [167, 127, 316, 135]
clothing-factory-cell: Clothing Factory [256, 172, 300, 180]
clothing-factory-cell: Clothing Factory [256, 134, 300, 142]
paragraph: and 200 acres in the Waitoa district, to the County Roll ; £180 of rates had been passed.—It was resolved to apply for the money. A number of claims to be placed upon the County Electoral Roll were read.— One was ordered to be sent to the solicitor for an expression of his opinion. [791, 31, 940, 69]
quality-line: —QUALITY — FIRST-CLASS.— [191, 455, 292, 464]
death-notice: ALGIE.—On March 6th at the Thames Hospital, John Algie, 41 years. The funeral will leave the Hospital at 3 p.m. to-morrow. [167, 584, 316, 607]
paragraph: THE necessity for which the Police Court province are becoming proverbial remained undisturbed this morning. There was not a case on the charge sheet. [323, 348, 472, 371]
column-7 [944, 31, 1100, 1441]
county-council-report: We conclude our report of yesterday's meeting :— LETTERS WERE READ FROM— Austin, Puke, complaining that he was excessively rated.—Resolved that Mr Austin be informed the Assessment Court is the authority for him to apply to. Robinson and Gordon, railway contractors, asking the Council's permission to widen a portion of the Karaka Creek road.—Agreed, subject to the approval of Engineer. J. Punch, contractor for metalling road between Hikutaia and Komata, setting forth his difficulty in procuring metal owing to the land being held by natives, and asking the Council to assist him.—Resolved that the Chairman have authority to retain the services of the County solicitor in this and all similar cases, the expenses to be deducted from any monies due to contractors. The legal manager of the Caledonian Low Level G.M. Co. requesting the Council to, if possible, borrow from Government one of the rock borers in their possession, for prospecting the company's ground, and to ask whether Government would not contribute a moiety of the expense.—Agreed to. Mary Wall, asking that a small fence be put up at the mouth of the Karaka Creek water race tunnel, as it was dangerous, one of her children having fallen in. —The Engineer was authorised to attend to the matter. The Town Clerk of Coromandel, asking the co-operation of the Council, through the M.H.R. for Thames, to urge on Government the necessity of making endowments from Crown waste lands to support hospitals and other charitable institutions.—The principle of the letter was endorsed. Eighteen Paeroa residents, asking the Council to give them the timber of the old Paeroa wharf. [635, 558, 784, 794]
ad-body: From GOODS WHARF. Thursday, at 12 o'clock midnight. Saturday, at 6 o'clock night. FROM AUCKLAND. Friday, at 8 o'clock evening. [26, 245, 151, 268]
ad-sub: CARRYING PASSENGERS AND CARGO. [22, 61, 149, 70]
ad-agent: H. C. GILLESPIE, Agent. [48, 360, 123, 369]
tide-row [11, 840, 160, 848]
australian-sub: REUTER'S TELEGRAMS [671, 207, 748, 216]
columns [8, 31, 1106, 1441]
tide-cell: 2.8 [95, 855, 104, 863]
paragraph: FLIES AND BUGS, Beetles, insects, roaches ants, bed-bugs, rats, mice, gophers, jackrabbits, cleared out by "Rough on Rats."—Moses Moss & Co., Sydney, General Agents. [323, 746, 472, 777]
tide-cell: 6.27 [142, 855, 154, 863]
tide-cell: 3—Monday [12, 832, 43, 840]
